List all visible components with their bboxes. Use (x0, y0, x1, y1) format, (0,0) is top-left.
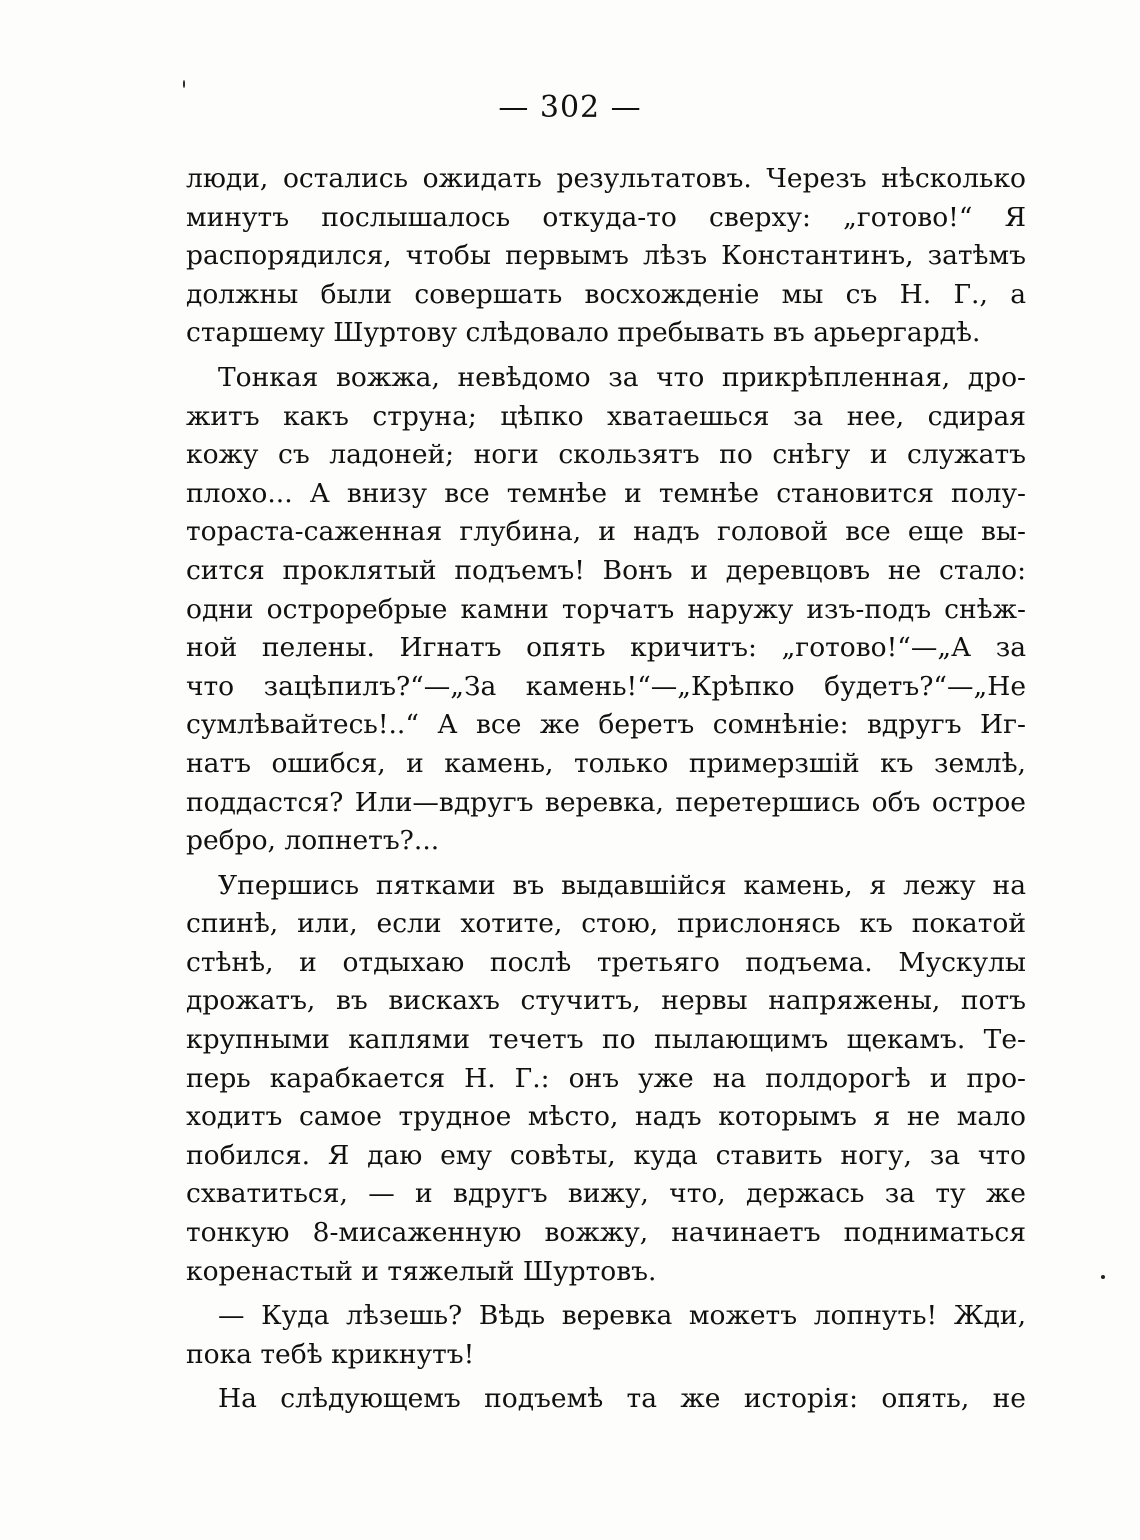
text-line: побился. Я даю ему совѣты, куда ставить ногу, за что (186, 1139, 1026, 1171)
print-speck (1101, 1275, 1105, 1279)
text-line: тораста-саженная глубина, и надъ головой все еще вы- (186, 516, 1026, 548)
text-line: что зацѣпилъ?“—„За камень!“—„Крѣпко будетъ?“—„Не (186, 670, 1026, 702)
text-line: — Куда лѣзешь? Вѣдь веревка можетъ лопнуть! Жди, (218, 1300, 1026, 1332)
print-speck (183, 80, 185, 88)
text-line: кожу съ ладоней; ноги скользятъ по снѣгу и служатъ (186, 439, 1026, 471)
text-line: перь карабкается Н. Г.: онъ уже на полдорогѣ и про- (186, 1062, 1026, 1094)
text-line: ходитъ самое трудное мѣсто, надъ которымъ я не мало (186, 1101, 1026, 1133)
text-line: старшему Шуртову слѣдовало пребывать въ арьергардѣ. (186, 317, 981, 349)
text-line: тонкую 8-мисаженную вожжу, начинаетъ подниматься (186, 1217, 1026, 1249)
paragraph-2 (186, 359, 1026, 861)
text-line: люди, остались ожидать результатовъ. Черезъ нѣсколько (186, 163, 1026, 194)
paragraph-4 (186, 1297, 1026, 1374)
text-line: одни остроребрые камни торчатъ наружу изъ-подъ снѣж- (186, 593, 1026, 625)
text-line: ребро, лопнетъ?... (186, 825, 440, 857)
text-line: схватиться, — и вдругъ вижу, что, держась за ту же (186, 1178, 1026, 1210)
text-line: житъ какъ струна; цѣпко хватаешься за нее, сдирая (186, 400, 1026, 432)
paragraph-1 (186, 160, 1026, 353)
text-line: Тонкая вожжа, невѣдомо за что прикрѣпленная, дро- (218, 361, 1026, 393)
text-line: спинѣ, или, если хотите, стою, прислонясь къ покатой (186, 908, 1026, 940)
page-number: — 302 — (498, 90, 642, 125)
text-line: пока тебѣ крикнутъ! (186, 1338, 475, 1370)
text-line: поддастся? Или—вдругъ веревка, перетершись объ острое (186, 786, 1026, 818)
text-line: сумлѣвайтесь!..“ А все же беретъ сомнѣніе: вдругъ Иг- (186, 709, 1026, 741)
text-line: натъ ошибся, и камень, только примерзшій къ землѣ, (186, 747, 1026, 779)
text-line: должны были совершать восхожденіе мы съ Н. Г., а (186, 278, 1026, 310)
text-line: стѣнѣ, и отдыхаю послѣ третьяго подъема. Мускулы (186, 946, 1026, 978)
body-text (186, 160, 1026, 1425)
text-line: На слѣдующемъ подъемѣ та же исторія: опять, не (218, 1383, 1026, 1415)
paragraph-3 (186, 867, 1026, 1292)
text-line: коренастый и тяжелый Шуртовъ. (186, 1255, 657, 1287)
text-line: плохо... А внизу все темнѣе и темнѣе становится полу- (186, 477, 1026, 509)
text-line: крупными каплями течетъ по пылающимъ щекамъ. Те- (186, 1024, 1026, 1056)
paragraph-5 (186, 1380, 1026, 1419)
text-line: распорядился, чтобы первымъ лѣзъ Константинъ, затѣмъ (186, 240, 1026, 272)
text-line: ной пелены. Игнатъ опять кричитъ: „готово!“—„А за (186, 632, 1026, 664)
text-line: дрожатъ, въ вискахъ стучитъ, нервы напряжены, потъ (186, 985, 1026, 1017)
text-line: сится проклятый подъемъ! Вонъ и деревцовъ не стало: (186, 554, 1026, 586)
text-line: Упершись пятками въ выдавшійся камень, я лежу на (218, 869, 1026, 901)
text-line: минутъ послышалось откуда-то сверху: „готово!“ Я (186, 201, 1026, 233)
